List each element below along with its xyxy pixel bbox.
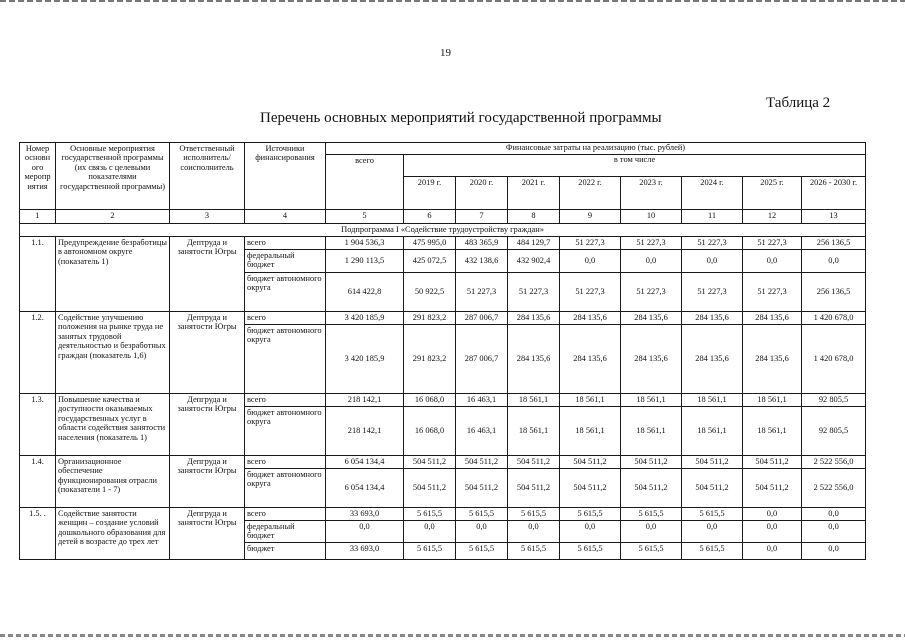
funding-source: всего [245,456,326,469]
funding-source: всего [245,508,326,521]
amount-year: 0,0 [802,521,866,543]
amount-year: 18 561,1 [621,407,682,456]
activity-responsible: Дептруда и занятости Югры [170,312,245,394]
amount-year: 5 615,5 [456,542,508,559]
amount-year: 18 561,1 [560,394,621,407]
column-numbers-row [20,210,866,224]
activity-responsible: Депгруда и занятости Югры [170,456,245,508]
amount-year: 284 135,6 [621,325,682,394]
header-year: 2019 г. [404,177,456,210]
column-number: 4 [245,210,326,224]
amount-year: 51 227,3 [508,273,560,312]
amount-year: 18 561,1 [743,407,802,456]
activity-code: 1.1. [20,237,56,312]
table-row [20,394,866,407]
amount-year: 284 135,6 [743,312,802,325]
funding-source: бюджет автономного округа [245,273,326,312]
column-number: 2 [56,210,170,224]
amount-year: 284 135,6 [682,312,743,325]
amount-year: 16 463,1 [456,407,508,456]
funding-source: федеральный бюджет [245,521,326,543]
amount-year: 284 135,6 [743,325,802,394]
column-number: 6 [404,210,456,224]
amount-year: 0,0 [682,521,743,543]
header-year: 2024 г. [682,177,743,210]
amount-year: 51 227,3 [560,237,621,250]
amount-year: 51 227,3 [743,237,802,250]
amount-year: 16 068,0 [404,407,456,456]
amount-year: 504 511,2 [560,469,621,508]
amount-year: 51 227,3 [682,273,743,312]
amount-year: 425 072,5 [404,250,456,273]
amount-year: 5 615,5 [508,508,560,521]
funding-source: бюджет автономного округа [245,407,326,456]
header-year: 2022 г. [560,177,621,210]
activity-name: Содействие занятости женщин – создание условий дошкольного образования для детей в возрасте до трех лет [56,508,170,560]
table-label: Таблица 2 [766,95,831,111]
amount-year: 284 135,6 [560,325,621,394]
amount-year: 51 227,3 [621,273,682,312]
amount-year: 51 227,3 [456,273,508,312]
header-year: 2020 г. [456,177,508,210]
amount-year: 0,0 [743,542,802,559]
subprogram-title: Подпрограмма I «Содействие трудоустройству граждан» [20,224,866,237]
document-title: Перечень основных мероприятий государственной программы [260,110,662,126]
amount-year: 0,0 [508,521,560,543]
amount-year: 504 511,2 [456,469,508,508]
funding-source: бюджет автономного округа [245,325,326,394]
amount-year: 5 615,5 [404,508,456,521]
amount-year: 1 420 678,0 [802,312,866,325]
amount-total: 33 693,0 [326,508,404,521]
amount-year: 287 006,7 [456,325,508,394]
amount-year: 50 922,5 [404,273,456,312]
amount-year: 51 227,3 [682,237,743,250]
table-row [20,237,866,250]
amount-year: 0,0 [560,521,621,543]
amount-year: 0,0 [802,508,866,521]
amount-year: 484 129,7 [508,237,560,250]
funding-source: федеральный бюджет [245,250,326,273]
subprogram-row [20,224,866,237]
amount-year: 2 522 556,0 [802,469,866,508]
activity-responsible: Дептруда и занятости Югры [170,237,245,312]
table-row [20,456,866,469]
amount-total: 218 142,1 [326,407,404,456]
column-number: 8 [508,210,560,224]
amount-year: 18 561,1 [560,407,621,456]
activity-code: 1.5. . [20,508,56,560]
funding-source: бюджет автономного округа [245,469,326,508]
activities-table [19,142,866,560]
amount-total: 614 422,8 [326,273,404,312]
amount-year: 284 135,6 [682,325,743,394]
amount-year: 483 365,9 [456,237,508,250]
amount-year: 16 068,0 [404,394,456,407]
amount-year: 504 511,2 [456,456,508,469]
activity-code: 1.2. [20,312,56,394]
amount-year: 504 511,2 [743,469,802,508]
amount-total: 1 290 113,5 [326,250,404,273]
funding-source: всего [245,237,326,250]
header-year: 2023 г. [621,177,682,210]
funding-source: всего [245,312,326,325]
header-financial: Финансовые затраты на реализацию (тыс. рублей) [326,143,866,155]
column-number: 10 [621,210,682,224]
amount-year: 18 561,1 [743,394,802,407]
header-sources: Источники финансирования [245,143,326,210]
funding-source: бюджет [245,542,326,559]
amount-year: 1 420 678,0 [802,325,866,394]
amount-total: 218 142,1 [326,394,404,407]
amount-total: 0,0 [326,521,404,543]
amount-year: 18 561,1 [508,407,560,456]
amount-total: 6 054 134,4 [326,456,404,469]
amount-year: 0,0 [743,250,802,273]
header-including: в том числе [404,155,866,177]
header-year: 2025 г. [743,177,802,210]
amount-year: 5 615,5 [682,508,743,521]
amount-year: 0,0 [621,521,682,543]
column-number: 5 [326,210,404,224]
amount-year: 504 511,2 [508,456,560,469]
amount-year: 291 823,2 [404,312,456,325]
amount-year: 92 805,5 [802,394,866,407]
column-number: 1 [20,210,56,224]
header-year: 2026 - 2030 г. [802,177,866,210]
column-number: 12 [743,210,802,224]
amount-year: 291 823,2 [404,325,456,394]
amount-year: 5 615,5 [682,542,743,559]
amount-year: 51 227,3 [621,237,682,250]
amount-year: 18 561,1 [508,394,560,407]
amount-year: 51 227,3 [743,273,802,312]
scan-top-edge [0,0,905,2]
column-number: 7 [456,210,508,224]
header-year: 2021 г. [508,177,560,210]
amount-year: 0,0 [743,521,802,543]
amount-year: 0,0 [682,250,743,273]
amount-year: 0,0 [404,521,456,543]
amount-total: 1 904 536,3 [326,237,404,250]
amount-year: 284 135,6 [508,325,560,394]
amount-year: 504 511,2 [682,469,743,508]
table-row [20,508,866,521]
amount-year: 432 138,6 [456,250,508,273]
amount-year: 2 522 556,0 [802,456,866,469]
amount-year: 0,0 [802,250,866,273]
amount-year: 504 511,2 [682,456,743,469]
activity-code: 1.4. [20,456,56,508]
amount-year: 5 615,5 [621,542,682,559]
amount-year: 284 135,6 [621,312,682,325]
amount-year: 0,0 [560,250,621,273]
amount-year: 432 902,4 [508,250,560,273]
amount-total: 3 420 185,9 [326,312,404,325]
amount-year: 0,0 [456,521,508,543]
amount-year: 5 615,5 [621,508,682,521]
amount-year: 0,0 [802,542,866,559]
column-number: 11 [682,210,743,224]
funding-source: всего [245,394,326,407]
page-number: 19 [440,47,451,59]
column-number: 3 [170,210,245,224]
amount-year: 504 511,2 [404,456,456,469]
column-number: 9 [560,210,621,224]
amount-year: 504 511,2 [743,456,802,469]
header-activities: Основные мероприятия государственной программы (их связь с целевыми показателями государственной программы) [56,143,170,210]
header-total: всего [326,155,404,210]
amount-year: 5 615,5 [456,508,508,521]
activity-responsible: Депгруда и занятости Югры [170,394,245,456]
amount-year: 5 615,5 [404,542,456,559]
amount-year: 504 511,2 [560,456,621,469]
header-row-1 [20,143,866,155]
amount-year: 18 561,1 [682,407,743,456]
activity-name: Содействие улучшению положения на рынке труда не занятых трудовой деятельностью и безработных граждан (показатель 1,6) [56,312,170,394]
activity-name: Повышение качества и доступности оказываемых государственных услуг в области содействия занятости населения (показатель 1) [56,394,170,456]
activity-responsible: Депгруда и занятости Югры [170,508,245,560]
amount-total: 3 420 185,9 [326,325,404,394]
amount-year: 51 227,3 [560,273,621,312]
table-row [20,312,866,325]
amount-year: 256 136,5 [802,273,866,312]
amount-total: 6 054 134,4 [326,469,404,508]
amount-year: 284 135,6 [508,312,560,325]
amount-total: 33 693,0 [326,542,404,559]
amount-year: 16 463,1 [456,394,508,407]
amount-year: 475 995,0 [404,237,456,250]
header-number: Номер основн ого меропр иятия [20,143,56,210]
amount-year: 284 135,6 [560,312,621,325]
scan-bottom-edge [0,634,905,637]
activity-name: Предупреждение безработицы в автономном округе (показатель 1) [56,237,170,312]
amount-year: 504 511,2 [404,469,456,508]
amount-year: 504 511,2 [621,456,682,469]
amount-year: 5 615,5 [508,542,560,559]
amount-year: 287 006,7 [456,312,508,325]
amount-year: 18 561,1 [621,394,682,407]
amount-year: 504 511,2 [508,469,560,508]
amount-year: 5 615,5 [560,508,621,521]
amount-year: 18 561,1 [682,394,743,407]
amount-year: 0,0 [743,508,802,521]
amount-year: 5 615,5 [560,542,621,559]
column-number: 13 [802,210,866,224]
amount-year: 0,0 [621,250,682,273]
amount-year: 504 511,2 [621,469,682,508]
activity-name: Организационное обеспечение функционирования отрасли (показатели 1 - 7) [56,456,170,508]
amount-year: 92 805,5 [802,407,866,456]
header-responsible: Ответственный исполнитель/ соисполнитель [170,143,245,210]
amount-year: 256 136,5 [802,237,866,250]
activity-code: 1.3. [20,394,56,456]
